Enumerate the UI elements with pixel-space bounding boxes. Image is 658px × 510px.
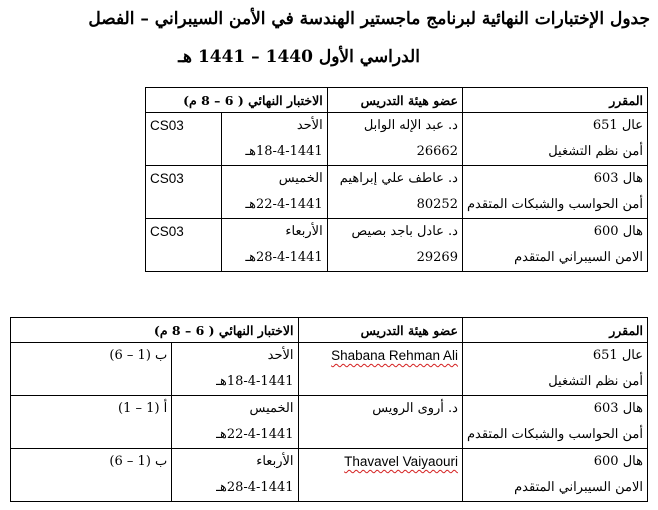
- exam-day: الخميس: [278, 171, 323, 186]
- exam-cell: [222, 219, 327, 272]
- course-cell: [462, 113, 647, 166]
- instructor-cell: [327, 219, 462, 272]
- course-cell: [462, 166, 647, 219]
- header-instructor: عضو هيئة التدريس: [298, 318, 462, 343]
- course-code: عال 651: [592, 348, 643, 363]
- exam-room: CS03: [150, 118, 184, 133]
- instructor-cell: [298, 449, 462, 502]
- group-cell: [11, 396, 172, 449]
- exam-date: 28-4-1441هـ: [216, 480, 294, 495]
- course-name: أمن نظم التشغيل: [548, 144, 643, 159]
- instructor-line: [303, 343, 458, 369]
- instructor-id: 26662: [416, 144, 458, 159]
- room-cell: [146, 113, 222, 166]
- instructor-line: [303, 449, 458, 475]
- exam-date: 22-4-1441هـ: [216, 427, 294, 442]
- exam-group: ب (1 – 6): [109, 454, 168, 469]
- exam-group: أ (1 – 1): [118, 401, 168, 416]
- table-row: [146, 166, 648, 219]
- course-name: الامن السيبراني المتقدم: [514, 480, 643, 495]
- course-code: هال 600: [593, 454, 643, 469]
- group-cell: [11, 343, 172, 396]
- exam-date: 18-4-1441هـ: [245, 144, 323, 159]
- exam-day: الأربعاء: [256, 454, 294, 469]
- exam-room: CS03: [150, 171, 184, 186]
- table-header-row: [146, 88, 648, 113]
- table-row: [146, 219, 648, 272]
- course-name: أمن نظم التشغيل: [548, 374, 643, 389]
- instructor-name: Shabana Rehman Ali: [331, 348, 458, 363]
- course-cell: [462, 343, 647, 396]
- exam-group: ب (1 – 6): [109, 348, 168, 363]
- table-row: [146, 113, 648, 166]
- course-name: أمن الحواسب والشبكات المتقدم: [466, 427, 643, 442]
- header-final-exam: الاختبار النهائي ( 6 – 8 م): [11, 318, 299, 343]
- header-final-exam: الاختبار النهائي ( 6 – 8 م): [146, 88, 328, 113]
- instructor-cell: [298, 396, 462, 449]
- exam-cell: [172, 343, 298, 396]
- exam-cell: [172, 449, 298, 502]
- exam-day: الأربعاء: [285, 224, 323, 239]
- course-code: هال 603: [593, 171, 643, 186]
- table-row: [11, 449, 648, 502]
- instructor-id: 80252: [416, 197, 458, 212]
- exam-cell: [222, 113, 327, 166]
- document-title-line-2: الدراسي الأول 1440 – 1441 هـ: [178, 47, 420, 67]
- instructor-name: Thavavel Vaiyaouri: [344, 454, 458, 469]
- header-course: المقرر: [462, 318, 647, 343]
- exam-date: 22-4-1441هـ: [245, 197, 323, 212]
- header-course: المقرر: [462, 88, 647, 113]
- exam-schedule-table-2: [10, 317, 648, 502]
- header-instructor: عضو هيئة التدريس: [327, 88, 462, 113]
- exam-cell: [222, 166, 327, 219]
- course-code: هال 600: [593, 224, 643, 239]
- exam-date: 18-4-1441هـ: [216, 374, 294, 389]
- exam-room: CS03: [150, 224, 184, 239]
- course-code: عال 651: [592, 118, 643, 133]
- course-cell: [462, 449, 647, 502]
- instructor-name: د. عاطف علي إبراهيم: [339, 171, 458, 186]
- table-row: [11, 396, 648, 449]
- exam-date: 28-4-1441هـ: [245, 250, 323, 265]
- exam-day: الخميس: [249, 401, 294, 416]
- exam-day: الأحد: [267, 348, 294, 363]
- instructor-cell: [327, 166, 462, 219]
- exam-day: الأحد: [296, 118, 323, 133]
- instructor-name: د. أروى الرويس: [372, 401, 458, 416]
- instructor-id: 29269: [416, 250, 458, 265]
- course-name: الامن السيبراني المتقدم: [514, 250, 643, 265]
- instructor-name: د. عادل باجد بصيص: [351, 224, 458, 239]
- course-cell: [462, 219, 647, 272]
- course-code: هال 603: [593, 401, 643, 416]
- instructor-cell: [298, 343, 462, 396]
- group-cell: [11, 449, 172, 502]
- room-cell: [146, 166, 222, 219]
- table-row: [11, 343, 648, 396]
- room-cell: [146, 219, 222, 272]
- exam-cell: [172, 396, 298, 449]
- exam-schedule-table-1: [145, 87, 648, 272]
- course-cell: [462, 396, 647, 449]
- table-header-row: [11, 318, 648, 343]
- document-title-line-1: جدول الإختبارات النهائية لبرنامج ماجستير الهندسة في الأمن السيبراني – الفصل: [88, 9, 650, 29]
- instructor-cell: [327, 113, 462, 166]
- instructor-name: د. عبد الإله الوابل: [363, 118, 458, 133]
- course-name: أمن الحواسب والشبكات المتقدم: [466, 197, 643, 212]
